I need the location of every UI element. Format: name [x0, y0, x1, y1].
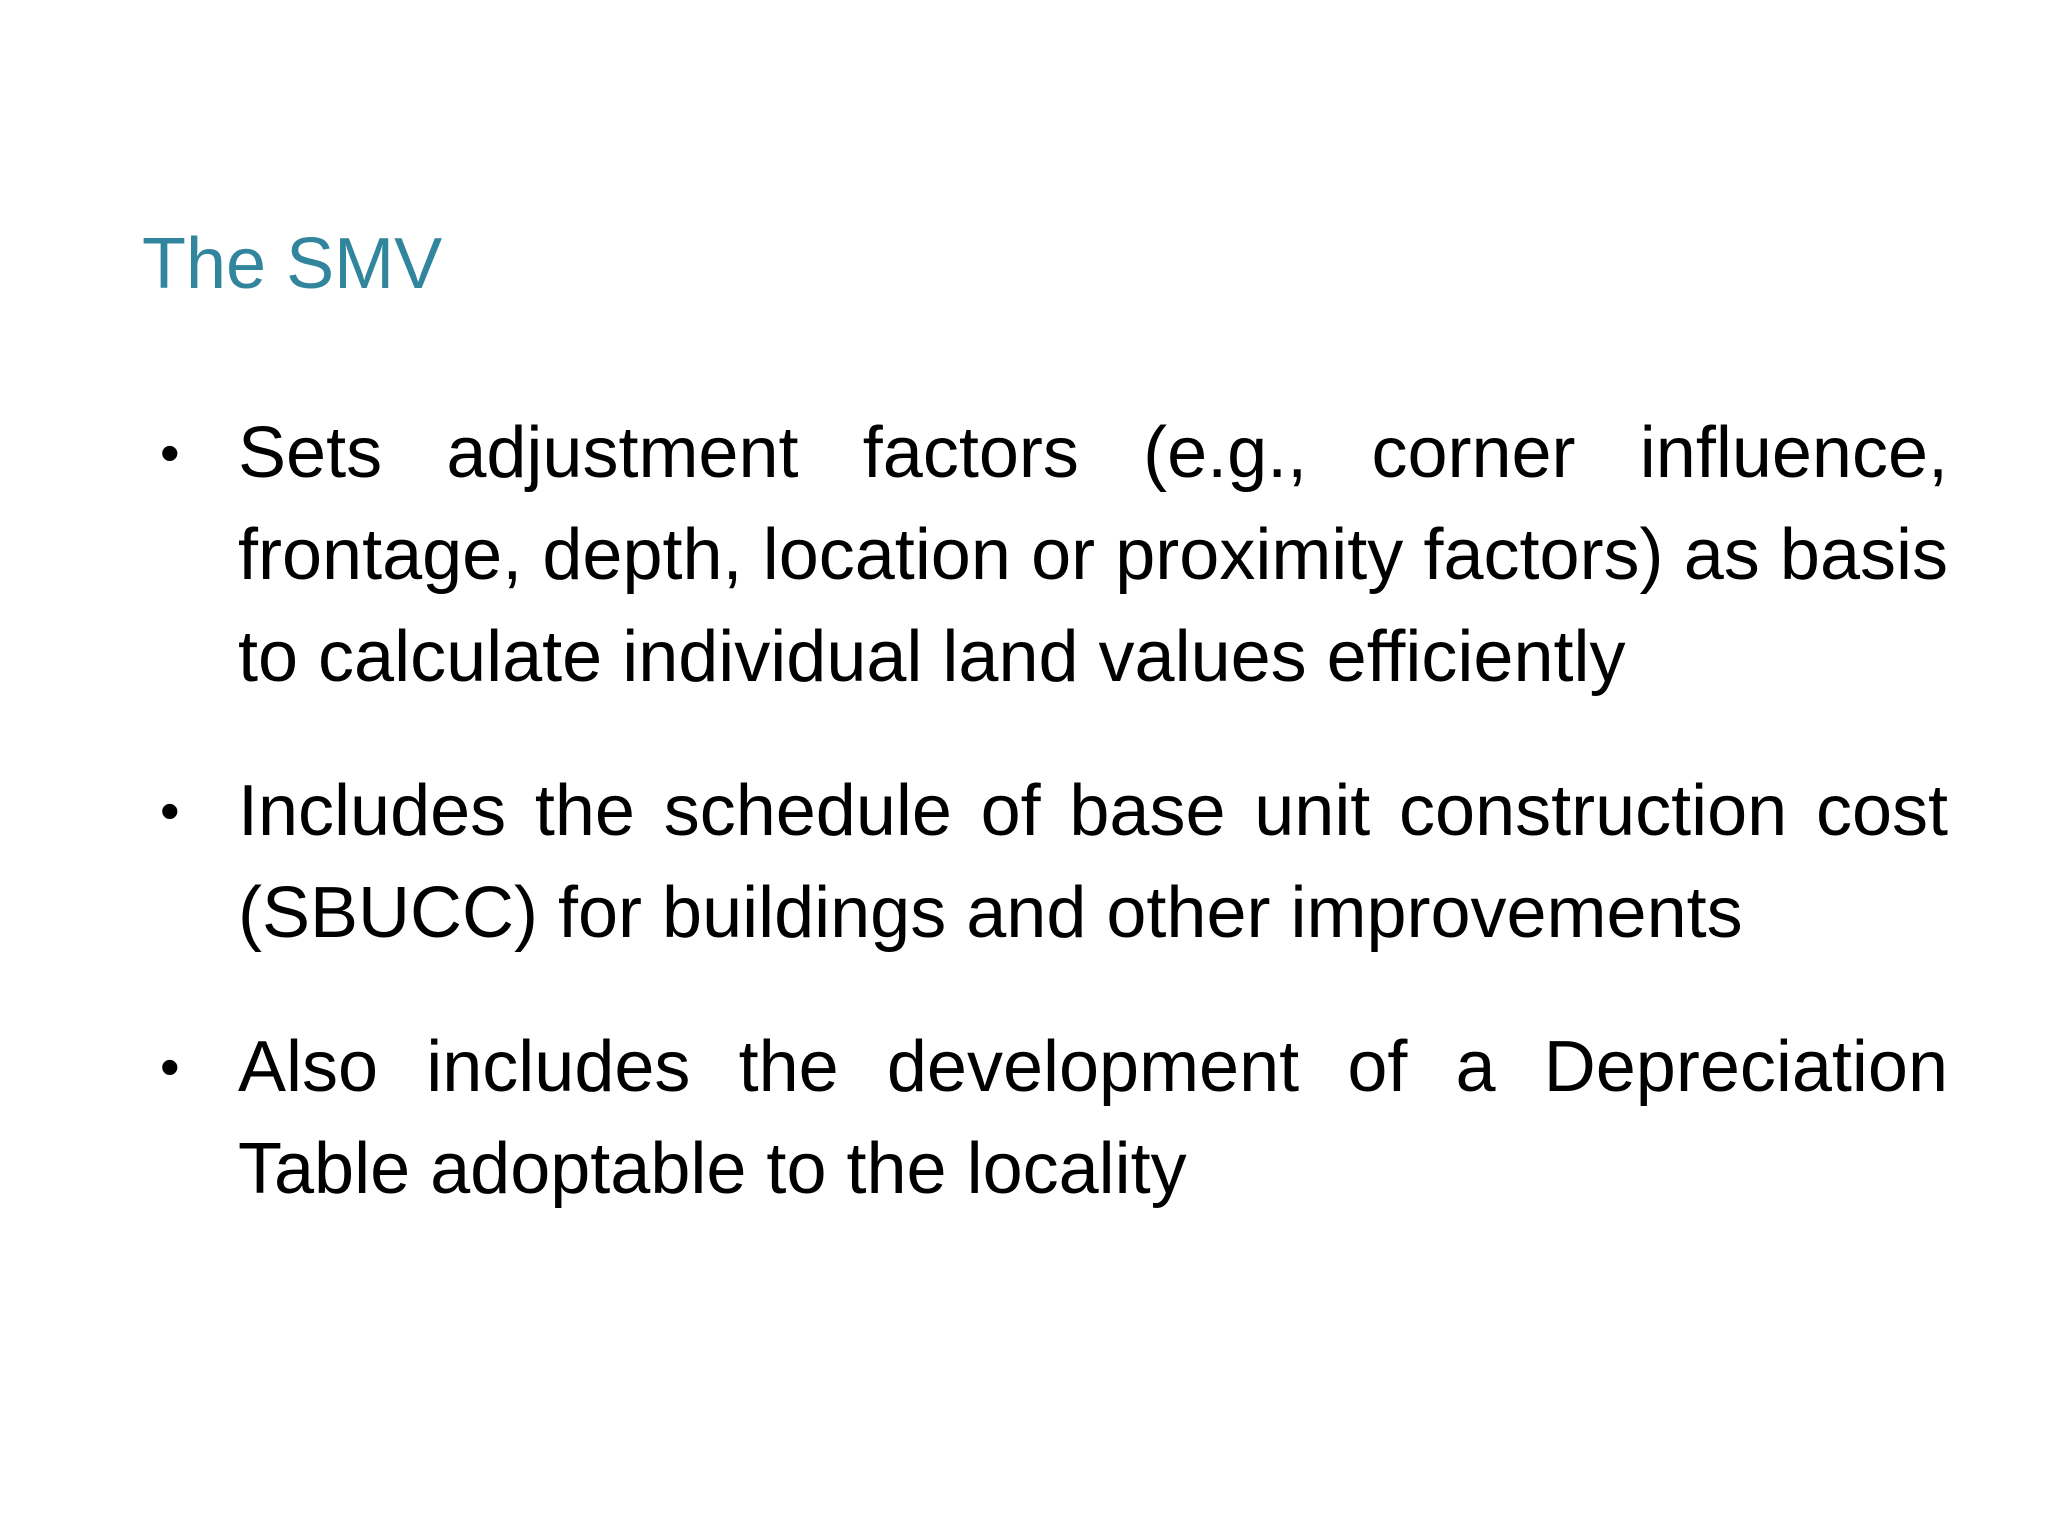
- bullet-text: Includes the schedule of base unit construction cost (SBUCC) for buildings and other improvements: [238, 771, 1948, 953]
- bullet-item-depreciation-table: [160, 1016, 1948, 1220]
- bullet-list: [160, 402, 1948, 1272]
- bullet-icon: •: [160, 421, 180, 484]
- bullet-item-sbucc: [160, 760, 1948, 964]
- bullet-icon: •: [160, 779, 180, 842]
- bullet-icon: •: [160, 1035, 180, 1098]
- bullet-text: Also includes the development of a Depreciation Table adoptable to the locality: [238, 1027, 1948, 1209]
- slide-title: The SMV: [142, 224, 443, 304]
- bullet-text: Sets adjustment factors (e.g., corner influence, frontage, depth, location or proximity factors) as basis to calculate individual land values efficiently: [238, 413, 1948, 697]
- bullet-item-adjustment-factors: [160, 402, 1948, 708]
